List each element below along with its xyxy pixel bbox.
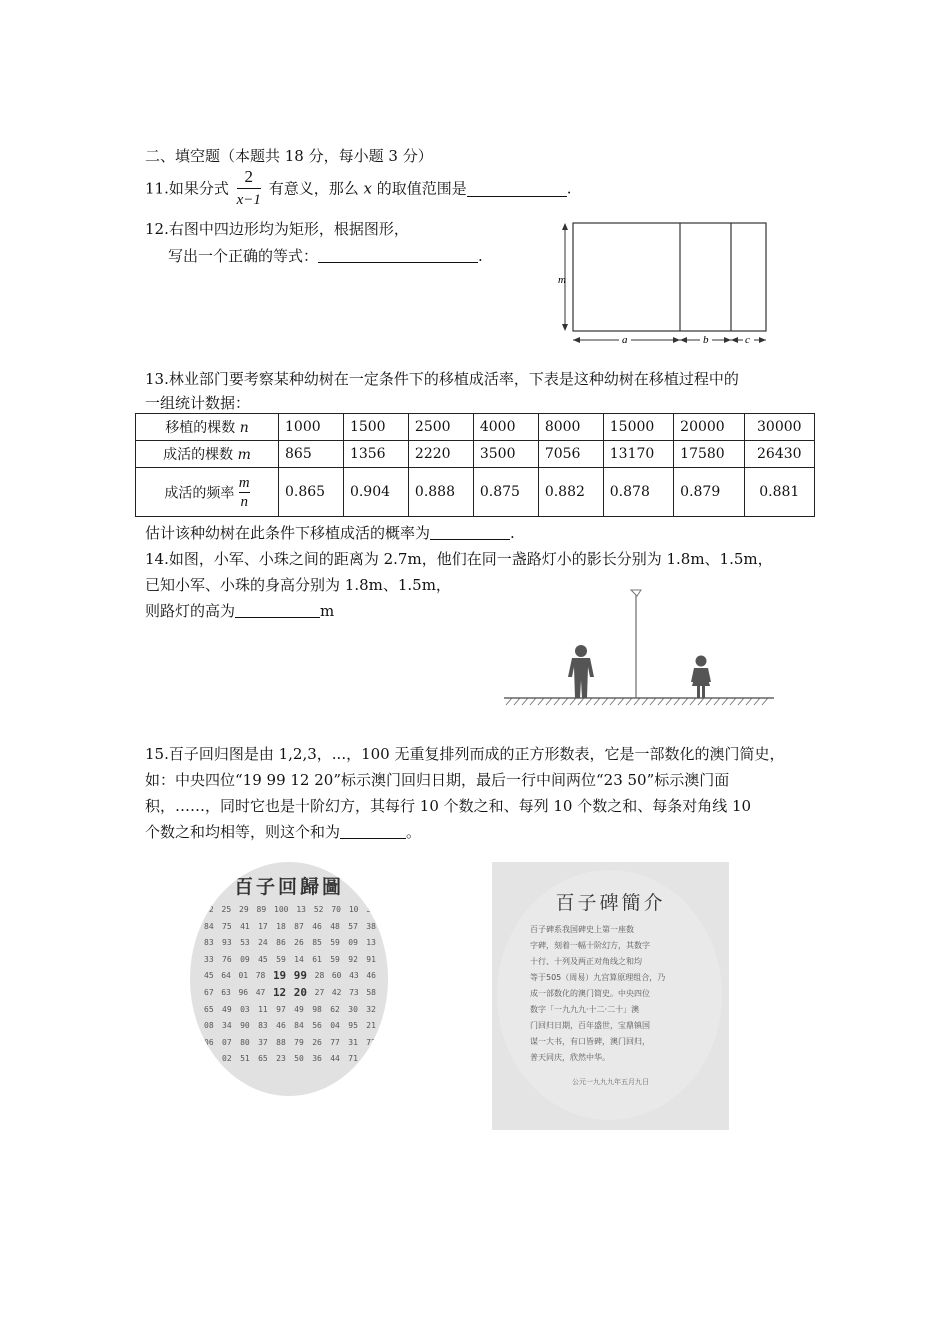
magic-square-cell: 65 bbox=[258, 1054, 268, 1064]
magic-square-cell: 59 bbox=[330, 938, 340, 948]
magic-square-cell: 72 bbox=[366, 1037, 376, 1047]
freq-frac-den: n bbox=[240, 493, 248, 510]
magic-square-cell: 49 bbox=[222, 1004, 232, 1014]
magic-square-photo bbox=[190, 862, 388, 1096]
table-cell: 15000 bbox=[603, 414, 673, 441]
arrow-b-right bbox=[724, 337, 731, 343]
label-m: m bbox=[558, 274, 566, 286]
lamp-head bbox=[631, 590, 641, 596]
magic-square-cell: 14 bbox=[294, 954, 304, 964]
magic-square-cell: 24 bbox=[258, 938, 268, 948]
magic-square-cell: 01 bbox=[238, 971, 249, 981]
q13-end: . bbox=[510, 524, 515, 542]
magic-square-cell: 92 bbox=[348, 954, 358, 964]
magic-square-cell: 45 bbox=[258, 954, 268, 964]
row-header-n bbox=[136, 414, 279, 441]
q14-answer-blank[interactable] bbox=[235, 601, 320, 618]
table-cell: 2500 bbox=[408, 414, 473, 441]
stele-text-line: 普天同庆，欣然中华。 bbox=[530, 1053, 610, 1062]
magic-square-cell: 21 bbox=[366, 1021, 376, 1031]
q11-end: . bbox=[566, 179, 572, 198]
magic-square-row bbox=[204, 935, 376, 952]
stele-text-line: 百子碑系我国碑史上第一座数 bbox=[530, 925, 634, 934]
section-title: 二、填空题（本题共 18 分，每小题 3 分） bbox=[145, 147, 433, 165]
q12-end: . bbox=[478, 247, 483, 265]
magic-square-cell: 63 bbox=[221, 987, 231, 997]
table-row bbox=[136, 414, 815, 441]
freq-frac-num: m bbox=[238, 474, 250, 491]
q12-line1: 12.右图中四边形均为矩形，根据图形， bbox=[145, 220, 409, 238]
magic-square-cell: 90 bbox=[240, 1021, 250, 1031]
arrow-m-bottom bbox=[562, 324, 568, 331]
table-cell: 0.881 bbox=[744, 468, 814, 517]
magic-square-cell: 04 bbox=[330, 1021, 340, 1031]
man-silhouette bbox=[568, 645, 594, 698]
q15-line2: 如：中央四位“19 99 12 20”标示澳门回归日期，最后一行中间两位“23 50”标示澳门面 bbox=[145, 771, 730, 789]
magic-square-cell: 67 bbox=[204, 987, 214, 997]
magic-square-cell: 50 bbox=[294, 1054, 304, 1064]
table-cell: 2220 bbox=[408, 441, 473, 468]
table-cell: 26430 bbox=[744, 441, 814, 468]
magic-square-row bbox=[204, 952, 376, 969]
q13-after-wrap bbox=[145, 522, 515, 543]
magic-square-cell: 26 bbox=[312, 1037, 322, 1047]
magic-square-cell: 31 bbox=[348, 1037, 358, 1047]
magic-square-cell: 82 bbox=[204, 905, 214, 914]
row-var: n bbox=[239, 420, 249, 436]
magic-square-row bbox=[204, 985, 376, 1002]
q11-prefix: 11.如果分式 bbox=[145, 179, 229, 198]
magic-square-cell: 91 bbox=[366, 954, 376, 964]
magic-square-cell: 12 bbox=[272, 985, 287, 999]
label-b: b bbox=[703, 334, 709, 346]
magic-square-cell: 09 bbox=[348, 938, 358, 948]
rectangle-figure bbox=[555, 218, 770, 350]
magic-square-cell: 51 bbox=[240, 1054, 250, 1064]
transplant-data-table bbox=[135, 413, 815, 517]
stele-text-line: 门回归日期，百年盛世，宝鼎镇国 bbox=[530, 1021, 650, 1030]
magic-square-cell: 62 bbox=[330, 1004, 340, 1014]
magic-square-cell: 59 bbox=[276, 954, 286, 964]
magic-square-cell: 46 bbox=[366, 971, 376, 981]
table-cell: 3500 bbox=[473, 441, 538, 468]
stele-text-line: 数字「一九九九·十二·二十」澳 bbox=[530, 1005, 640, 1014]
magic-square-cell: 23 bbox=[276, 1054, 286, 1064]
magic-square-cell: 45 bbox=[204, 971, 214, 981]
magic-square-cell: 02 bbox=[222, 1054, 232, 1064]
magic-square-cell: 25 bbox=[221, 905, 232, 914]
table-cell: 17580 bbox=[674, 441, 744, 468]
magic-square-cell: 75 bbox=[222, 921, 232, 931]
stele-text bbox=[530, 922, 695, 1066]
table-cell: 8000 bbox=[538, 414, 603, 441]
q14-line3: 则路灯的高为 bbox=[145, 602, 236, 620]
magic-square-cell: 86 bbox=[276, 938, 286, 948]
magic-square-cell: 65 bbox=[204, 1004, 214, 1014]
arrow-m-top bbox=[562, 223, 568, 230]
q13-line2: 一组统计数据： bbox=[145, 394, 251, 412]
magic-square-cell: 79 bbox=[294, 1037, 304, 1047]
label-a: a bbox=[622, 334, 628, 346]
row-header-freq bbox=[136, 468, 279, 517]
q13-answer-blank[interactable] bbox=[430, 523, 510, 540]
magic-square-cell: 100 bbox=[274, 905, 289, 914]
stele-date: 公元一九九九年五月九日 bbox=[572, 1078, 649, 1086]
magic-square-cell: 46 bbox=[276, 1021, 286, 1031]
q11-frac-num: 2 bbox=[244, 167, 254, 186]
magic-square-cell: 27 bbox=[314, 987, 325, 997]
magic-square-row bbox=[204, 919, 376, 936]
q12-line2-wrap bbox=[168, 245, 483, 266]
magic-square-cell: 10 bbox=[348, 905, 359, 914]
magic-square-cell: 69 bbox=[366, 1054, 376, 1064]
magic-square-cell: 57 bbox=[348, 921, 358, 931]
stele-text-line: 字碑，刻着一幅十阶幻方，其数字 bbox=[530, 941, 650, 950]
magic-square-cell: 38 bbox=[366, 921, 376, 931]
table-cell: 0.888 bbox=[408, 468, 473, 517]
q15-line1: 15.百子回归图是由 1,2,3，...，100 无重复排列而成的正方形数表，它是一部数化的澳门简史， bbox=[145, 745, 785, 763]
magic-square-cell: 46 bbox=[312, 921, 322, 931]
magic-square-cell: 78 bbox=[255, 971, 266, 981]
magic-square-cell: 61 bbox=[312, 954, 322, 964]
magic-square-cell: 56 bbox=[312, 1021, 322, 1031]
magic-square-cell: 94 bbox=[204, 1054, 214, 1064]
magic-square-row bbox=[204, 1002, 376, 1019]
magic-square-cell: 59 bbox=[330, 954, 340, 964]
q11-middle: 有意义，那么 bbox=[268, 179, 359, 198]
magic-square-cell: 35 bbox=[366, 905, 376, 914]
magic-square-cell: 07 bbox=[222, 1037, 232, 1047]
row-var: m bbox=[237, 447, 251, 463]
magic-square-cell: 97 bbox=[276, 1004, 286, 1014]
magic-square-cell: 49 bbox=[294, 1004, 304, 1014]
magic-square-cell: 77 bbox=[330, 1037, 340, 1047]
q14-unit: m bbox=[320, 602, 335, 620]
table-row bbox=[136, 441, 815, 468]
q12-answer-blank[interactable] bbox=[318, 246, 478, 263]
magic-square-cell: 08 bbox=[204, 1021, 214, 1031]
table-cell: 0.875 bbox=[473, 468, 538, 517]
outer-rectangle bbox=[573, 223, 766, 331]
magic-square-cell: 20 bbox=[293, 985, 308, 999]
magic-square-cell: 34 bbox=[222, 1021, 232, 1031]
question-11 bbox=[145, 166, 572, 211]
magic-square-cell: 85 bbox=[312, 938, 322, 948]
magic-square-cell: 41 bbox=[240, 921, 250, 931]
magic-square-cell: 29 bbox=[239, 905, 249, 914]
table-cell: 0.882 bbox=[538, 468, 603, 517]
magic-square-cell: 84 bbox=[204, 921, 214, 931]
magic-square-cell: 47 bbox=[255, 987, 266, 997]
magic-square-grid bbox=[204, 902, 376, 1068]
magic-square-cell: 48 bbox=[330, 921, 340, 931]
magic-square-cell: 87 bbox=[294, 921, 304, 931]
stele-text-line: 等于505（周易）九宫算原理组合，乃 bbox=[530, 973, 666, 982]
arrow-a-left bbox=[573, 337, 580, 343]
stele-text-line: 成一部数化的澳门简史。中央四位 bbox=[530, 989, 650, 998]
table-cell: 1000 bbox=[279, 414, 344, 441]
magic-square-cell: 43 bbox=[349, 971, 359, 981]
stele-text-line: 谋一大书，有口皆碑，澳门回归， bbox=[530, 1037, 650, 1046]
table-cell: 1356 bbox=[343, 441, 408, 468]
magic-square-cell: 06 bbox=[204, 1037, 214, 1047]
magic-square-cell: 88 bbox=[276, 1037, 286, 1047]
magic-square-cell: 60 bbox=[331, 971, 342, 981]
row-header-m bbox=[136, 441, 279, 468]
q15-end: 。 bbox=[406, 823, 422, 841]
woman-silhouette bbox=[691, 656, 711, 699]
magic-square-row bbox=[204, 1035, 376, 1052]
magic-square-cell: 36 bbox=[312, 1054, 322, 1064]
magic-square-cell: 28 bbox=[314, 971, 325, 981]
magic-square-cell: 53 bbox=[240, 938, 250, 948]
table-cell: 13170 bbox=[603, 441, 673, 468]
magic-square-cell: 80 bbox=[240, 1037, 250, 1047]
table-row bbox=[136, 468, 815, 517]
q15-line4-wrap bbox=[145, 821, 421, 842]
magic-square-cell: 18 bbox=[276, 921, 286, 931]
freq-fraction bbox=[239, 474, 250, 511]
row-label: 成活的频率 bbox=[164, 485, 235, 501]
arrow-b-left bbox=[680, 337, 687, 343]
stele-intro-photo bbox=[492, 862, 729, 1130]
q15-line4: 个数之和均相等，则这个和为 bbox=[145, 823, 341, 841]
streetlamp-figure bbox=[500, 585, 780, 715]
magic-square-cell: 17 bbox=[258, 921, 268, 931]
magic-square-cell: 93 bbox=[222, 938, 232, 948]
q11-answer-blank[interactable] bbox=[467, 180, 567, 197]
magic-square-cell: 52 bbox=[313, 905, 324, 914]
ground-hatching bbox=[506, 698, 768, 705]
q11-suffix: 的取值范围是 bbox=[376, 179, 467, 198]
q14-line2: 已知小军、小珠的身高分别为 1.8m、1.5m， bbox=[145, 576, 451, 594]
q15-answer-blank[interactable] bbox=[340, 822, 406, 839]
magic-square-row bbox=[204, 1018, 376, 1035]
q11-var: x bbox=[363, 179, 372, 198]
magic-square-row bbox=[204, 968, 376, 985]
q14-line3-wrap bbox=[145, 600, 334, 621]
q13-line1: 13.林业部门要考察某种幼树在一定条件下的移植成活率，下表是这种幼树在移植过程中的 bbox=[145, 370, 739, 388]
magic-square-cell: 71 bbox=[348, 1054, 358, 1064]
q14-line1: 14.如图，小军、小珠之间的距离为 2.7m，他们在同一盏路灯小的影长分别为 1.8m、1.5m， bbox=[145, 550, 773, 568]
magic-square-cell: 19 bbox=[272, 969, 287, 983]
magic-square-cell: 73 bbox=[349, 987, 359, 997]
magic-square-cell: 83 bbox=[258, 1021, 268, 1031]
q13-after: 估计该种幼树在此条件下移植成活的概率为 bbox=[145, 524, 431, 542]
magic-square-row bbox=[204, 902, 376, 919]
table-cell: 4000 bbox=[473, 414, 538, 441]
arrow-c-right bbox=[759, 337, 766, 343]
magic-square-cell: 89 bbox=[256, 905, 267, 914]
magic-square-cell: 32 bbox=[366, 1004, 376, 1014]
stele-text-line: 十行、十列及两正对角线之和均 bbox=[530, 957, 642, 966]
arrow-c-left bbox=[731, 337, 738, 343]
magic-square-cell: 76 bbox=[222, 954, 232, 964]
arrow-a-right bbox=[673, 337, 680, 343]
table-cell: 0.904 bbox=[343, 468, 408, 517]
stele-title: 百子碑簡介 bbox=[555, 892, 666, 914]
table-cell: 0.878 bbox=[603, 468, 673, 517]
q15-line3: 积，……，同时它也是十阶幻方，其每行 10 个数之和、每列 10 个数之和、每条对角线 10 bbox=[145, 797, 752, 815]
magic-square-cell: 84 bbox=[294, 1021, 304, 1031]
magic-square-cell: 13 bbox=[296, 905, 306, 914]
q11-frac-den: x−1 bbox=[237, 188, 261, 211]
magic-square-cell: 64 bbox=[221, 971, 231, 981]
magic-square-cell: 98 bbox=[312, 1004, 322, 1014]
table-cell: 30000 bbox=[744, 414, 814, 441]
magic-square-cell: 11 bbox=[258, 1004, 268, 1014]
q12-line2: 写出一个正确的等式： bbox=[168, 247, 319, 265]
magic-square-cell: 95 bbox=[348, 1021, 358, 1031]
magic-square-cell: 09 bbox=[240, 954, 250, 964]
table-cell: 20000 bbox=[674, 414, 744, 441]
row-label: 成活的棵数 bbox=[163, 447, 234, 463]
table-cell: 0.865 bbox=[279, 468, 344, 517]
magic-square-cell: 44 bbox=[330, 1054, 340, 1064]
magic-square-cell: 83 bbox=[204, 938, 214, 948]
table-cell: 1500 bbox=[343, 414, 408, 441]
magic-square-cell: 42 bbox=[331, 987, 342, 997]
label-c: c bbox=[745, 334, 750, 346]
magic-square-cell: 70 bbox=[331, 905, 341, 914]
magic-square-cell: 33 bbox=[204, 954, 214, 964]
magic-square-cell: 96 bbox=[238, 987, 249, 997]
magic-square-cell: 58 bbox=[366, 987, 376, 997]
magic-square-cell: 13 bbox=[366, 938, 376, 948]
magic-square-cell: 30 bbox=[348, 1004, 358, 1014]
magic-square-row bbox=[204, 1051, 376, 1068]
table-cell: 7056 bbox=[538, 441, 603, 468]
magic-square-title: 百子回歸圖 bbox=[233, 876, 344, 898]
row-label: 移植的棵数 bbox=[165, 420, 236, 436]
magic-square-cell: 99 bbox=[293, 969, 308, 983]
table-cell: 0.879 bbox=[674, 468, 744, 517]
q11-fraction bbox=[237, 166, 261, 211]
magic-square-cell: 26 bbox=[294, 938, 304, 948]
magic-square-cell: 03 bbox=[240, 1004, 250, 1014]
table-cell: 865 bbox=[279, 441, 344, 468]
magic-square-cell: 37 bbox=[258, 1037, 268, 1047]
